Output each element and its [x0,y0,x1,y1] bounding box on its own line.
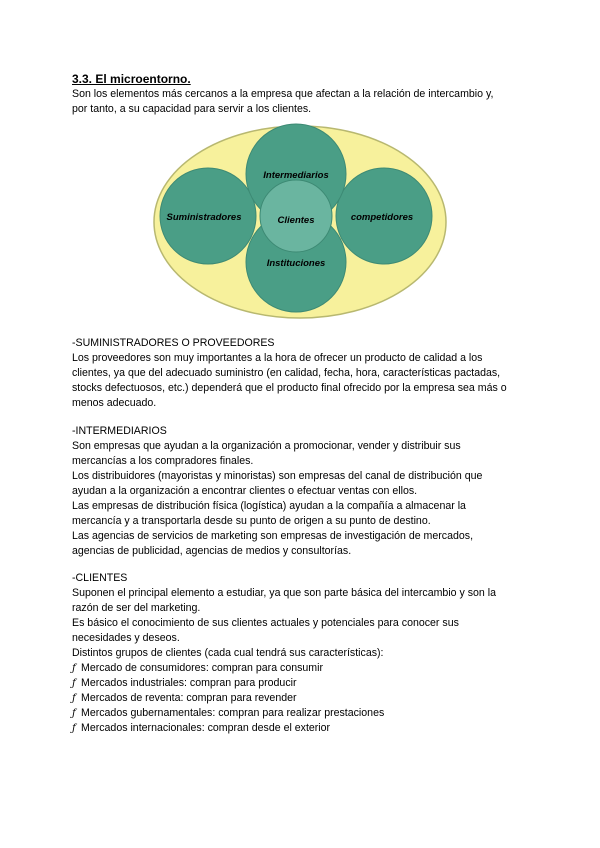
label-left: Suministradores [166,212,242,223]
bullet-symbol: ƒ [72,693,76,704]
diagram-svg [150,122,450,322]
list-item-text: Mercados internacionales: compran desde el exterior [81,722,331,734]
section-title: -CLIENTES [72,572,128,584]
section-line: Suponen el principal elemento a estudiar, ya que son parte básica del intercambio y son la [72,587,497,599]
section-line: razón de ser del marketing. [72,602,201,614]
section-title: -INTERMEDIARIOS [72,425,167,437]
list-item-text: Mercado de consumidores: compran para consumir [81,662,324,674]
bullet-symbol: ƒ [72,663,76,674]
intro-block [72,72,532,117]
list-item-text: Mercados de reventa: compran para revender [81,692,297,704]
section-line: Es básico el conocimiento de sus clientes actuales y potenciales para conocer sus [72,617,459,629]
section-line: stocks defectuosos, etc.) dependerá que el producto final ofrecido por la empresa sea más o [72,382,507,394]
section-line: clientes, ya que del adecuado suministro (en calidad, fecha, hora, características pactadas, [72,367,501,379]
section-suministradores [72,336,542,411]
section-line: necesidades y deseos. [72,632,180,644]
section-line: Las agencias de servicios de marketing son empresas de investigación de mercados, [72,530,474,542]
section-intermediarios [72,424,542,559]
list-item [72,661,542,676]
bullet-symbol: ƒ [72,723,76,734]
section-line: agencias de publicidad, agencias de medios y consultorías. [72,545,352,557]
list-item [72,676,542,691]
section-line: Distintos grupos de clientes (cada cual tendrá sus características): [72,647,384,659]
microentorno-diagram [150,122,450,322]
list-item [72,706,542,721]
section-line: mercancía y a transportarla desde su punto de origen a su punto de destino. [72,515,431,527]
intro-line-1: Son los elementos más cercanos a la empresa que afectan a la relación de intercambio y, [72,88,494,100]
label-top: Intermediarios [263,170,329,181]
section-line: menos adecuado. [72,397,157,409]
label-center: Clientes [277,215,315,226]
section-line: Las empresas de distribución física (logística) ayudan a la compañía a almacenar la [72,500,466,512]
intro-line-2: por tanto, a su capacidad para servir a los clientes. [72,103,312,115]
section-line: ayudan a la organización a encontrar clientes o efectuar ventas con ellos. [72,485,418,497]
section-clientes [72,571,542,736]
bullet-symbol: ƒ [72,708,76,719]
bullet-symbol: ƒ [72,678,76,689]
list-item-text: Mercados industriales: compran para producir [81,677,297,689]
label-right: competidores [350,212,414,223]
list-item [72,721,542,736]
list-item-text: Mercados gubernamentales: compran para realizar prestaciones [81,707,385,719]
section-line: Son empresas que ayudan a la organización a promocionar, vender y distribuir sus [72,440,461,452]
section-line: Los distribuidores (mayoristas y minoristas) son empresas del canal de distribución que [72,470,483,482]
page-title: 3.3. El microentorno. [72,72,191,86]
section-title: -SUMINISTRADORES O PROVEEDORES [72,337,275,349]
section-line: Los proveedores son muy importantes a la hora de ofrecer un producto de calidad a los [72,352,483,364]
list-item [72,691,542,706]
section-line: mercancías a los compradores finales. [72,455,254,467]
label-bottom: Instituciones [266,258,326,269]
